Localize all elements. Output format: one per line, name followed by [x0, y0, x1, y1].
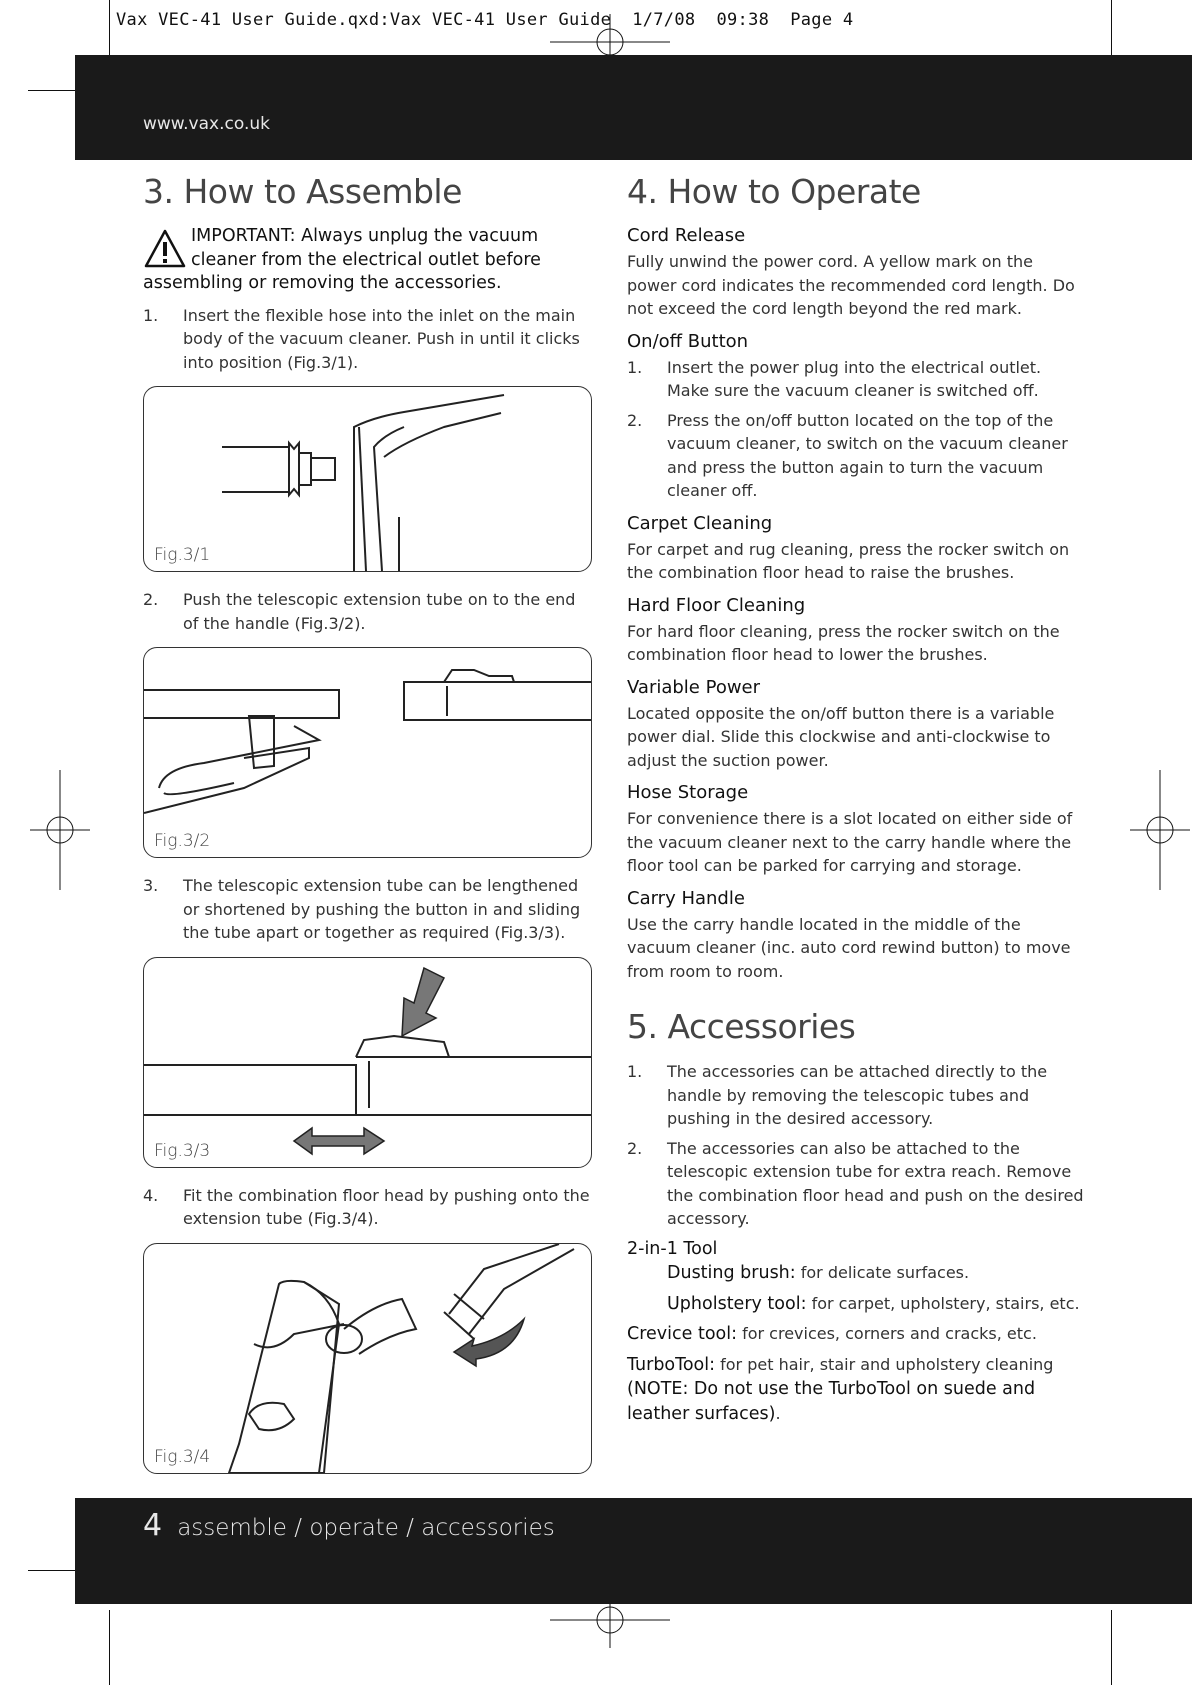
list-item: 4. Fit the combination floor head by pushing onto the extension tube (Fig.3/4).: [143, 1185, 590, 1228]
list-item: 1. Insert the flexible hose into the inlet on the main body of the vacuum cleaner. Push in until it clicks into position (Fig.3/1).: [143, 305, 580, 372]
list-item: 2. The accessories can also be attached to the telescopic extension tube for extra reach. Remove the combination floor head and push on the desired accessory.: [627, 1138, 1084, 1228]
figure-label: Fig.3/2: [154, 831, 211, 851]
page-number: 4: [143, 1508, 163, 1543]
cord-release-text: Fully unwind the power cord. A yellow mark on the power cord indicates the recommended cord length. Do not exceed the cord length beyond the red mark.: [627, 252, 1075, 318]
hose-storage-text: For convenience there is a slot located on either side of the vacuum cleaner next to the carry handle where the floor tool can be parked for carrying and storage.: [627, 809, 1073, 875]
figure-extension-tube: [143, 647, 592, 858]
hard-floor-text: For hard floor cleaning, press the rocker switch on the combination floor head to lower the brushes.: [627, 621, 1060, 664]
assemble-steps: [143, 588, 593, 635]
warning-triangle-icon: [143, 227, 187, 271]
figure-label: Fig.3/3: [154, 1140, 211, 1161]
registration-mark-left: [30, 770, 90, 890]
list-item: 1. Insert the power plug into the electrical outlet. Make sure the vacuum cleaner is switched off.: [627, 357, 1042, 400]
crop-mark: [109, 1610, 110, 1685]
operate-title: 4. How to Operate: [627, 172, 921, 211]
variable-power-text: Located opposite the on/off button there is a variable power dial. Slide this clockwise and anti-clockwise to adjust the suction power.: [627, 703, 1055, 770]
assemble-title: 3. How to Assemble: [143, 172, 462, 211]
accessories-title: 5. Accessories: [627, 1007, 856, 1046]
footer-label: assemble / operate / accessories: [177, 1515, 555, 1541]
page-footer: [143, 1508, 555, 1543]
hard-floor-heading: Hard Floor Cleaning: [627, 594, 806, 616]
assemble-column: [143, 172, 593, 1490]
assemble-steps: [143, 874, 593, 945]
floor-head-illustration: [144, 1244, 591, 1473]
header-band: [75, 55, 1192, 160]
telescopic-adjust-illustration: [144, 958, 591, 1167]
carpet-heading: Carpet Cleaning: [627, 512, 773, 534]
warning-note: [143, 225, 593, 296]
carry-handle-text: Use the carry handle located in the middle of the vacuum cleaner (inc. auto cord rewind button) to move from room to room.: [627, 914, 1071, 981]
registration-mark-right: [1130, 770, 1190, 890]
onoff-steps: [627, 356, 1087, 503]
dusting-brush-line: Dusting brush: for delicate surfaces.: [667, 1263, 970, 1283]
figure-telescopic-adjust: [143, 957, 592, 1168]
variable-power-heading: Variable Power: [627, 676, 761, 698]
hose-inlet-illustration: [144, 387, 591, 571]
carry-handle-heading: Carry Handle: [627, 887, 745, 909]
hose-storage-heading: Hose Storage: [627, 782, 749, 803]
print-slug: Vax VEC-41 User Guide.qxd:Vax VEC-41 User Guide 1/7/08 09:38 Page 4: [116, 10, 854, 30]
crop-mark: [1111, 1610, 1112, 1685]
list-item: 2. Press the on/off button located on the top of the vacuum cleaner, to switch on the vacuum cleaner and press the button again to turn the vacuum cleaner off.: [627, 410, 1068, 500]
tool-heading: 2-in-1 Tool: [627, 1238, 718, 1259]
extension-tube-illustration: [144, 648, 591, 857]
onoff-heading: On/off Button: [627, 330, 749, 352]
list-item: 3. The telescopic extension tube can be lengthened or shortened by pushing the button in and sliding the tube apart or together as required (Fig.3/3).: [143, 876, 581, 942]
figure-floor-head: [143, 1243, 592, 1474]
turbo-tool-line: TurboTool: for pet hair, stair and upholstery cleaning (NOTE: Do not use the TurboTool on suede and leather surfaces).: [627, 1354, 1054, 1424]
site-url: www.vax.co.uk: [143, 114, 270, 134]
cord-release-heading: Cord Release: [627, 225, 746, 246]
list-item: 2. Push the telescopic extension tube on to the end of the handle (Fig.3/2).: [143, 590, 576, 633]
figure-label: Fig.3/1: [154, 545, 211, 565]
operate-column: [627, 172, 1087, 1432]
accessories-steps: [627, 1060, 1087, 1231]
warning-text: IMPORTANT: Always unplug the vacuum cleaner from the electrical outlet before assembling or removing the accessories.: [143, 226, 541, 293]
figure-hose-inlet: [143, 386, 592, 572]
assemble-steps: [143, 304, 593, 375]
upholstery-tool-line: Upholstery tool: for carpet, upholstery, stairs, etc.: [667, 1293, 1080, 1314]
figure-label: Fig.3/4: [154, 1446, 211, 1467]
assemble-steps: [143, 1184, 593, 1231]
carpet-text: For carpet and rug cleaning, press the rocker switch on the combination floor head to raise the brushes.: [627, 539, 1070, 582]
list-item: 1. The accessories can be attached directly to the handle by removing the telescopic tubes and pushing in the desired accessory.: [627, 1062, 1048, 1128]
crevice-tool-line: Crevice tool: for crevices, corners and cracks, etc.: [627, 1324, 1037, 1344]
